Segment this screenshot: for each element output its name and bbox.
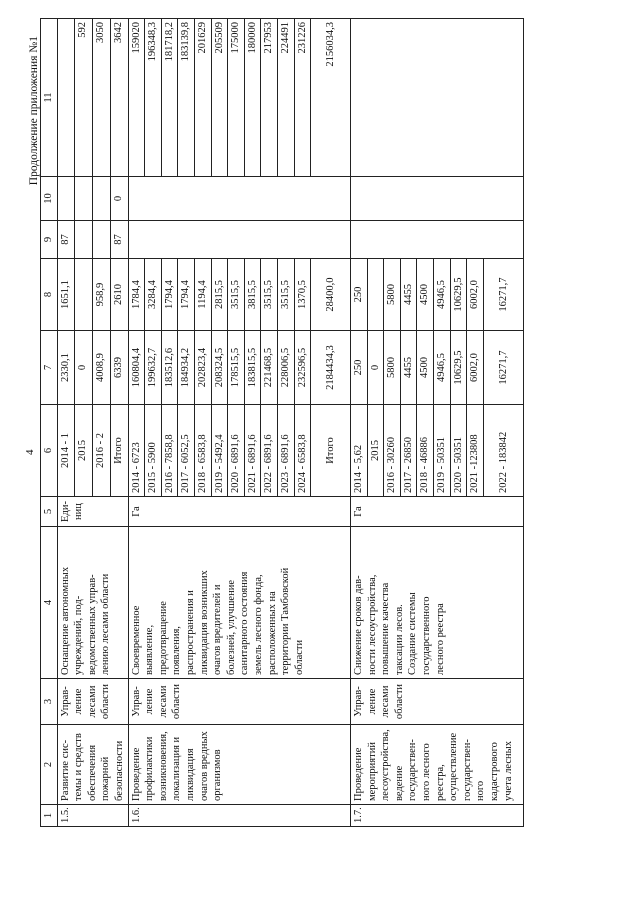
activity-goal: Снижение сроков дав- ности лесоустройства, повышение качества таксации лесов. Создание системы государственного лесного реестра	[351, 527, 524, 679]
value-cell: 10629,5	[450, 259, 467, 331]
value-cell: 3284,4	[145, 259, 162, 331]
value-cell: 592	[75, 19, 93, 177]
header-cell: 9	[41, 221, 58, 259]
value-cell	[93, 177, 111, 221]
row-number: 1.6.	[128, 805, 351, 827]
value-cell: 1794,4	[161, 259, 178, 331]
activity-goal: Своевременное выявление, предотвращение появления, распространения и ликвидация возникших очагов вредителей и болезней, улучшение санитарного состояния земель лесного фонда, расположенных на территории Тамбовской области	[128, 527, 351, 679]
indicator-cell: 2023 - 6891,6	[277, 405, 294, 497]
value-cell: 208324,5	[211, 331, 228, 405]
header-cell: 4	[41, 527, 58, 679]
indicator-cell: 2019 - 50351	[434, 405, 451, 497]
value-cell: 159020	[128, 19, 145, 177]
value-cell: 2330,1	[57, 331, 75, 405]
value-cell: 232596,5	[294, 331, 311, 405]
value-cell: 0	[367, 331, 384, 405]
value-cell: 3642	[110, 19, 128, 177]
value-cell: 3515,5	[228, 259, 245, 331]
value-cell: 224491	[277, 19, 294, 177]
executor: Управ- ление лесами области	[351, 679, 524, 725]
value-cell: 180000	[244, 19, 261, 177]
activity-name: Развитие сис- темы и средств обеспечения пожарной безопасности	[57, 725, 128, 805]
header-cell: 7	[41, 331, 58, 405]
value-cell: 958,9	[93, 259, 111, 331]
empty-cell	[128, 221, 351, 259]
indicator-cell: 2021 - 6891,6	[244, 405, 261, 497]
activity-name: Проведение профилактики возникновения, локализация и ликвидация очагов вредных организмов	[128, 725, 351, 805]
empty-cell	[351, 19, 524, 177]
value-cell: 10629,5	[450, 331, 467, 405]
indicator-cell: 2017 - 26850	[400, 405, 417, 497]
value-cell: 0	[110, 177, 128, 221]
value-cell: 1194,4	[194, 259, 211, 331]
header-cell: 6	[41, 405, 58, 497]
value-cell: 5800	[384, 259, 401, 331]
value-cell: 217953	[261, 19, 278, 177]
indicator-cell: 2014 - 6723	[128, 405, 145, 497]
table-row	[128, 19, 145, 827]
indicator-cell: 2016 - 2	[93, 405, 111, 497]
value-cell: 184934,2	[178, 331, 195, 405]
value-cell: 1651,1	[57, 259, 75, 331]
unit: Га	[351, 497, 524, 527]
value-cell: 4500	[417, 331, 434, 405]
value-cell: 16271,7	[483, 331, 523, 405]
value-cell	[367, 259, 384, 331]
value-cell: 28400,0	[311, 259, 351, 331]
value-cell: 201629	[194, 19, 211, 177]
value-cell: 199632,7	[145, 331, 162, 405]
empty-cell	[351, 221, 524, 259]
value-cell: 250	[351, 259, 368, 331]
page-number: 4	[24, 449, 36, 455]
value-cell: 196348,3	[145, 19, 162, 177]
value-cell: 4455	[400, 259, 417, 331]
value-cell: 183139,8	[178, 19, 195, 177]
value-cell: 221468,5	[261, 331, 278, 405]
continuation-caption: Продолжение приложения №1	[28, 36, 40, 186]
header-cell: 11	[41, 19, 58, 177]
indicator-cell: 2022 - 6891,6	[261, 405, 278, 497]
header-cell: 2	[41, 725, 58, 805]
indicator-cell: 2019 - 5492,4	[211, 405, 228, 497]
program-table	[40, 18, 524, 827]
indicator-cell: 2022 - 183842	[483, 405, 523, 497]
value-cell	[75, 177, 93, 221]
value-cell: 2610	[110, 259, 128, 331]
indicator-cell: 2024 - 6583,8	[294, 405, 311, 497]
header-cell: 8	[41, 259, 58, 331]
value-cell: 4500	[417, 259, 434, 331]
value-cell: 2815,5	[211, 259, 228, 331]
value-cell: 181718,2	[161, 19, 178, 177]
indicator-cell: 2015	[367, 405, 384, 497]
activity-name: Проведение мероприятий лесоустройства, ведение государствен- ного лесного реестра, осуществление государствен- ного кадастрового учета лесных	[351, 725, 524, 805]
value-cell: 6339	[110, 331, 128, 405]
activity-goal: Оснащение автономных учреждений, под- ведомственных управ- лению лесами области	[57, 527, 128, 679]
value-cell: 1784,4	[128, 259, 145, 331]
value-cell: 250	[351, 331, 368, 405]
empty-cell	[351, 177, 524, 221]
indicator-cell: 2020 - 50351	[450, 405, 467, 497]
value-cell: 1370,5	[294, 259, 311, 331]
indicator-cell: 2016 - 30260	[384, 405, 401, 497]
value-cell: 3515,5	[277, 259, 294, 331]
executor: Управ- ление лесами области	[128, 679, 351, 725]
indicator-cell: 2017 - 6052,5	[178, 405, 195, 497]
unit: Га	[128, 497, 351, 527]
value-cell: 4008,9	[93, 331, 111, 405]
value-cell: 6002,0	[467, 259, 484, 331]
header-cell: 10	[41, 177, 58, 221]
value-cell: 3515,5	[261, 259, 278, 331]
value-cell: 3050	[93, 19, 111, 177]
value-cell: 175000	[228, 19, 245, 177]
value-cell: 178515,5	[228, 331, 245, 405]
value-cell	[75, 221, 93, 259]
value-cell: 87	[57, 221, 75, 259]
indicator-cell: 2016 - 7858,8	[161, 405, 178, 497]
header-cell: 3	[41, 679, 58, 725]
row-number: 1.5.	[57, 805, 128, 827]
value-cell: 5800	[384, 331, 401, 405]
indicator-cell: 2015 - 5900	[145, 405, 162, 497]
value-cell	[57, 19, 75, 177]
value-cell: 3815,5	[244, 259, 261, 331]
value-cell: 228006,5	[277, 331, 294, 405]
value-cell: 4455	[400, 331, 417, 405]
value-cell: 4946,5	[434, 259, 451, 331]
header-cell: 1	[41, 805, 58, 827]
value-cell	[57, 177, 75, 221]
value-cell: 160804,4	[128, 331, 145, 405]
value-cell: 2184434,3	[311, 331, 351, 405]
value-cell: 2156034,3	[311, 19, 351, 177]
indicator-cell: 2014 - 1	[57, 405, 75, 497]
total-label: Итого	[311, 405, 351, 497]
indicator-cell: Итого	[110, 405, 128, 497]
value-cell: 87	[110, 221, 128, 259]
executor: Управ- ление лесами области	[57, 679, 128, 725]
value-cell: 4946,5	[434, 331, 451, 405]
value-cell: 231226	[294, 19, 311, 177]
value-cell: 202823,4	[194, 331, 211, 405]
unit: Еди- ниц	[57, 497, 128, 527]
table-row	[57, 19, 75, 827]
table-row	[351, 19, 368, 827]
empty-cell	[128, 177, 351, 221]
row-number: 1.7.	[351, 805, 524, 827]
indicator-cell: 2021 -123808	[467, 405, 484, 497]
value-cell	[93, 221, 111, 259]
value-cell: 205509	[211, 19, 228, 177]
value-cell: 183512,6	[161, 331, 178, 405]
value-cell: 16271,7	[483, 259, 523, 331]
indicator-cell: 2015	[75, 405, 93, 497]
header-cell: 5	[41, 497, 58, 527]
value-cell: 1794,4	[178, 259, 195, 331]
value-cell: 0	[75, 331, 93, 405]
header-row	[41, 19, 58, 827]
indicator-cell: 2018 - 6583,8	[194, 405, 211, 497]
indicator-cell: 2014 - 5,62	[351, 405, 368, 497]
value-cell: 6002,0	[467, 331, 484, 405]
value-cell: 183815,5	[244, 331, 261, 405]
indicator-cell: 2020 - 6891,6	[228, 405, 245, 497]
value-cell	[75, 259, 93, 331]
indicator-cell: 2018 - 46886	[417, 405, 434, 497]
